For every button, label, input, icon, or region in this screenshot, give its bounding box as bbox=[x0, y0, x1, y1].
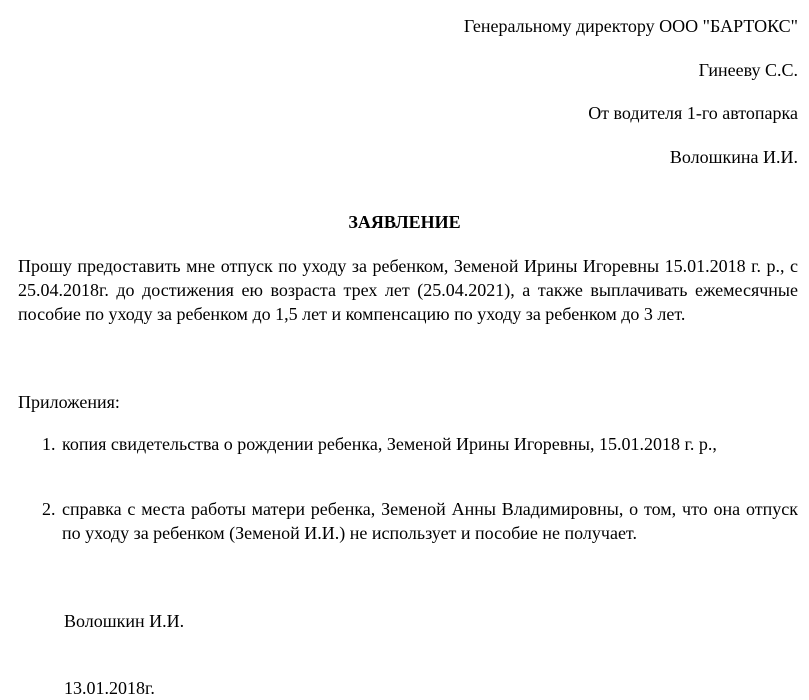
attachment-text: справка с места работы матери ребенка, Земеной Анны Владимировны, о том, что она отпуск по уходу за ребенком (Земеной И.И.) не использует и пособие не получает. bbox=[62, 499, 798, 543]
request-paragraph: Прошу предоставить мне отпуск по уходу за ребенком, Земеной Ирины Игоревны 15.01.2018 г. р., с 25.04.2018г. до достижения ею возраста трех лет (25.04.2021), а также выплачивать ежемесячные пособие по уходу за ребенком до 1,5 лет и компенсацию по уходу за ребенком до 3 лет. bbox=[18, 256, 798, 324]
attachment-number: 1. bbox=[42, 434, 56, 454]
signature-name: Волошкин И.И. bbox=[64, 611, 185, 631]
attachment-item bbox=[42, 497, 798, 545]
signature-date: 13.01.2018г. bbox=[64, 678, 155, 698]
document-title: ЗАЯВЛЕНИЕ bbox=[348, 212, 461, 232]
addressee-name: Гинееву С.С. bbox=[698, 60, 798, 80]
attachment-text: копия свидетельства о рождении ребенка, Земеной Ирины Игоревны, 15.01.2018 г. р., bbox=[62, 434, 717, 454]
attachment-item bbox=[42, 432, 798, 456]
sender-position: От водителя 1-го автопарка bbox=[588, 103, 798, 123]
attachments-label: Приложения: bbox=[18, 392, 120, 412]
addressee-line: Генеральному директору ООО "БАРТОКС" bbox=[463, 16, 798, 36]
sender-name: Волошкина И.И. bbox=[669, 147, 798, 167]
attachment-number: 2. bbox=[42, 499, 56, 519]
